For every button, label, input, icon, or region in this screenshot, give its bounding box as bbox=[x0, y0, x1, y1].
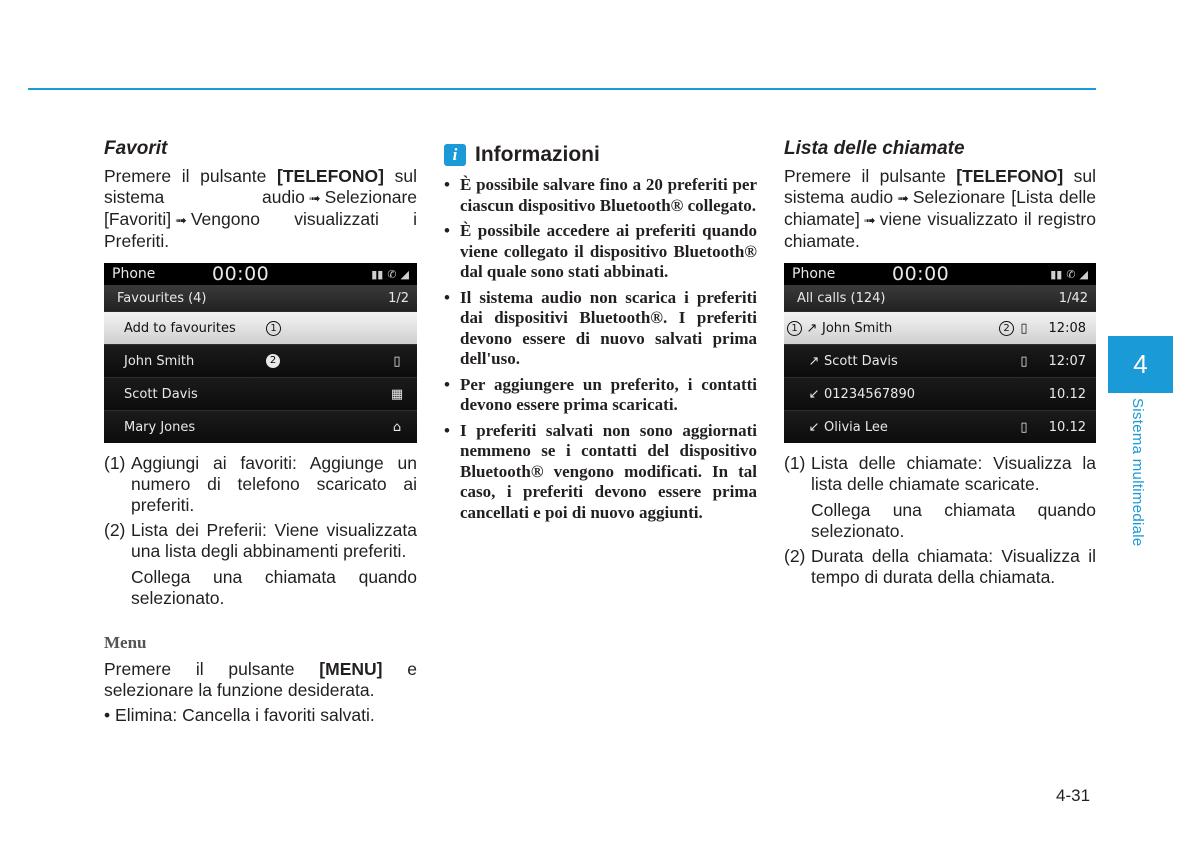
info-title: Informazioni bbox=[475, 143, 600, 166]
bluetooth-phone-icon: ✆ bbox=[1066, 267, 1076, 281]
callout-marker: 2 bbox=[999, 321, 1014, 336]
add-to-favourites-item[interactable] bbox=[104, 311, 417, 344]
caption-number: (2) bbox=[784, 546, 806, 566]
bullet-icon: • bbox=[104, 705, 111, 725]
screen-status-bar bbox=[784, 263, 1096, 285]
info-text: I preferiti salvati non sono aggiornati nemmeno se i contatti del dispositivo Bluetooth® vengono modificati. In tal caso, i preferiti devono essere prima cancellati e poi di nuovo aggiunti. bbox=[460, 420, 757, 522]
favourites-screen bbox=[104, 263, 417, 440]
callout-marker: 1 bbox=[266, 321, 281, 336]
screen-title: Phone bbox=[112, 266, 156, 282]
intro-text: sul sistema audio bbox=[784, 166, 1096, 207]
info-icon: i bbox=[444, 144, 466, 166]
bluetooth-phone-icon: ✆ bbox=[387, 267, 397, 281]
mobile-phone-icon: ▯ bbox=[1020, 353, 1028, 369]
screen-status-bar bbox=[104, 263, 417, 285]
caption-item bbox=[104, 453, 417, 516]
row-label: Olivia Lee bbox=[824, 419, 888, 435]
info-text: È possibile salvare fino a 20 preferiti per ciascun dispositivo Bluetooth® collegato. bbox=[460, 175, 757, 215]
intro-text: Vengono visualizzati i Preferiti. bbox=[104, 209, 417, 251]
info-item: • È possibile accedere ai preferiti quando viene collegato il dispositivo Bluetooth® dal quale sono stati abbinati. bbox=[444, 221, 757, 281]
call-history-screen bbox=[784, 263, 1096, 440]
mobile-phone-icon: ▯ bbox=[1020, 320, 1028, 336]
caption-item bbox=[784, 546, 1096, 588]
mobile-phone-icon: ▯ bbox=[1020, 419, 1028, 435]
calls-column bbox=[784, 138, 1096, 588]
missed-call-icon: ↙ bbox=[808, 419, 820, 435]
menu-bullet bbox=[104, 705, 417, 726]
outgoing-call-icon: ↗ bbox=[806, 320, 818, 336]
row-label: Add to favourites bbox=[124, 320, 236, 336]
call-item[interactable] bbox=[784, 410, 1096, 443]
caption-text: Lista delle chiamate: Visualizza la lista delle chiamate scaricate. bbox=[811, 453, 1096, 494]
caption-text: Lista dei Preferii: Viene visualizzata una lista degli abbinamenti preferiti. bbox=[131, 520, 417, 561]
info-text: Per aggiungere un preferito, i contatti devono essere prima scaricati. bbox=[460, 374, 757, 414]
incoming-call-icon: ↙ bbox=[808, 386, 820, 402]
callout-marker: 2 bbox=[266, 354, 280, 368]
telefono-key: [TELEFONO] bbox=[956, 166, 1064, 186]
call-item[interactable] bbox=[784, 344, 1096, 377]
call-time: 10.12 bbox=[1048, 419, 1086, 435]
callout-marker: 1 bbox=[787, 321, 802, 336]
screen-clock: 00:00 bbox=[892, 263, 950, 285]
favorit-heading: Favorit bbox=[104, 138, 168, 159]
caption-number: (1) bbox=[104, 453, 126, 473]
office-icon: ▦ bbox=[390, 386, 404, 402]
caption-item bbox=[784, 453, 1096, 495]
info-item: • I preferiti salvati non sono aggiornati nemmeno se i contatti del dispositivo Bluetooth® vengono modificati. In tal caso, i preferiti devono essere prima cancellati e poi di nuovo aggiunti. bbox=[444, 420, 757, 522]
calls-intro bbox=[784, 166, 1096, 252]
menu-key: [MENU] bbox=[319, 659, 383, 679]
battery-icon: ▮▮ bbox=[371, 267, 384, 281]
chapter-tab: 4 bbox=[1108, 336, 1173, 393]
call-time: 12:08 bbox=[1048, 320, 1086, 336]
arrow-icon: ➟ bbox=[308, 190, 321, 206]
page-indicator: 1/42 bbox=[1058, 290, 1088, 306]
caption-extra: Collega una chiamata quando selezionato. bbox=[811, 500, 1096, 541]
menu-bullet-text: Elimina: Cancella i favoriti salvati. bbox=[115, 705, 375, 725]
caption-number: (1) bbox=[784, 453, 806, 473]
info-text: È possibile accedere ai preferiti quando viene collegato il dispositivo Bluetooth® dal quale sono stati abbinati. bbox=[460, 221, 757, 281]
page-number: 4-31 bbox=[1056, 786, 1091, 805]
row-label: Mary Jones bbox=[124, 419, 196, 435]
intro-text: Selezionare [Lista delle chiamate] bbox=[784, 187, 1096, 229]
intro-text: Selezionare [Favoriti] bbox=[104, 187, 417, 229]
menu-text-part: e selezionare la funzione desiderata. bbox=[104, 659, 417, 700]
arrow-icon: ➟ bbox=[897, 190, 909, 206]
info-list bbox=[444, 175, 757, 523]
status-icons bbox=[1050, 268, 1088, 281]
call-item[interactable] bbox=[784, 377, 1096, 410]
mobile-phone-icon: ▯ bbox=[393, 353, 401, 369]
info-item: • È possibile salvare fino a 20 preferiti per ciascun dispositivo Bluetooth® collegato. bbox=[444, 175, 757, 215]
row-label: Scott Davis bbox=[824, 353, 898, 369]
intro-text: viene visualizzato il registro chiamate. bbox=[784, 209, 1096, 251]
favorit-intro bbox=[104, 166, 417, 252]
call-item[interactable] bbox=[784, 311, 1096, 344]
screen-list-header bbox=[104, 285, 417, 311]
chapter-name: Sistema multimediale bbox=[1129, 398, 1146, 547]
row-label: John Smith bbox=[822, 320, 893, 336]
info-header bbox=[444, 143, 757, 167]
signal-icon: ◢ bbox=[1079, 267, 1088, 281]
caption-text: Aggiungi ai favoriti: Aggiunge un numero di telefono scaricato ai preferiti. bbox=[131, 453, 417, 515]
top-rule bbox=[28, 88, 1096, 90]
info-column bbox=[444, 143, 757, 528]
row-label: 01234567890 bbox=[824, 386, 915, 402]
screen-list-header bbox=[784, 285, 1096, 311]
info-text: Il sistema audio non scarica i preferiti dai dispositivi Bluetooth®. I preferiti devono essere di nuovo salvati prima dell'uso. bbox=[460, 287, 757, 368]
favourite-item[interactable] bbox=[104, 410, 417, 443]
info-item: • Per aggiungere un preferito, i contatti devono essere prima scaricati. bbox=[444, 374, 757, 414]
menu-text-part: Premere il pulsante bbox=[104, 659, 295, 679]
battery-icon: ▮▮ bbox=[1050, 267, 1063, 281]
favorit-column bbox=[104, 138, 417, 726]
favourite-item[interactable] bbox=[104, 377, 417, 410]
page-indicator: 1/2 bbox=[388, 290, 409, 306]
menu-text bbox=[104, 659, 417, 701]
outgoing-call-icon: ↗ bbox=[808, 353, 820, 369]
screen-clock: 00:00 bbox=[212, 263, 270, 285]
calls-heading: Lista delle chiamate bbox=[784, 138, 965, 159]
screen-title: Phone bbox=[792, 266, 836, 282]
caption-item bbox=[104, 520, 417, 562]
favourite-item[interactable] bbox=[104, 344, 417, 377]
menu-heading: Menu bbox=[104, 633, 147, 652]
row-label: Scott Davis bbox=[124, 386, 198, 402]
arrow-icon: ➟ bbox=[175, 212, 187, 228]
list-title: All calls (124) bbox=[797, 290, 886, 306]
signal-icon: ◢ bbox=[400, 267, 409, 281]
intro-text: Premere il pulsante bbox=[784, 166, 946, 186]
arrow-icon: ➟ bbox=[863, 212, 876, 228]
favorit-captions bbox=[104, 453, 417, 609]
list-title: Favourites (4) bbox=[117, 290, 207, 306]
intro-text: Premere il pulsante bbox=[104, 166, 267, 186]
caption-extra: Collega una chiamata quando selezionato. bbox=[131, 567, 417, 608]
caption-number: (2) bbox=[104, 520, 126, 540]
call-time: 12:07 bbox=[1048, 353, 1086, 369]
home-icon: ⌂ bbox=[392, 419, 402, 435]
caption-text: Durata della chiamata: Visualizza il tempo di durata della chiamata. bbox=[811, 546, 1096, 587]
status-icons bbox=[371, 268, 409, 281]
info-item: • Il sistema audio non scarica i preferiti dai dispositivi Bluetooth®. I preferiti devono essere di nuovo salvati prima dell'uso. bbox=[444, 287, 757, 368]
intro-text: sul sistema audio bbox=[104, 166, 417, 207]
calls-captions bbox=[784, 453, 1096, 588]
call-time: 10.12 bbox=[1048, 386, 1086, 402]
row-label: John Smith bbox=[124, 353, 195, 369]
telefono-key: [TELEFONO] bbox=[277, 166, 384, 186]
